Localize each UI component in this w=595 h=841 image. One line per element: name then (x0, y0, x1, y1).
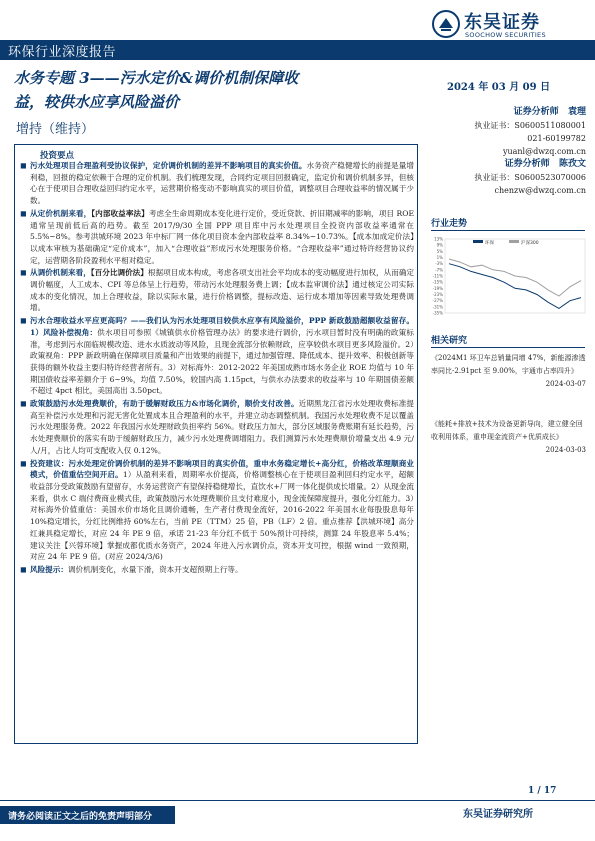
legend-swatch-1 (473, 240, 483, 243)
related-item-title: 《能耗+排放+技术为设备更新导向，建立健全回收利用体系，重申现金流资产+优质成长》 (431, 420, 583, 441)
bullet-icon: ◼ (20, 564, 27, 574)
logo-mark-icon (432, 10, 460, 38)
report-title-line1: 水务专题 3——污水定价&调价机制保障收 (14, 69, 299, 87)
bullet-icon: ◼ (20, 161, 27, 170)
bullet-icon: ◼ (20, 458, 27, 468)
company-logo (432, 8, 592, 42)
y-tick-label: -11% (432, 273, 443, 279)
report-title (14, 66, 434, 114)
key-point: ◼ 投资建议：污水处理定价调价机制的差异不影响项目的真实价值，重申水务稳定增长+高分红，价格改革理顺商业模式，价值重估空间开启。1）从盈利来看，周期率水价提高，价格调整核心在于使项目盈利回归约定水平，超额收益部分受政策鼓励有望留存，水务运营资产有望保持稳健增长，直饮水+厂网一体化提供成长增量。2）从现金流来看，供水 C 端付费商业模式佳，政策鼓励污水处理费顺价且支付难度小，现金流保障度提升，强化分红能力。3）对标海外价值重估：美国水价市场化且调价通畅，生产者付费现金流好，2016-2022 年美国水业每股股息每年 10%稳定增长，分红比例维持 60%左右，当前 PE（TTM）25 倍，PB（LF）2 倍。重点推荐【洪城环境】高分红兼具稳定增长，对应 24 年 PE 9 倍，承诺 21-23 年分红不低于 50%预计可持续，测算 24 年股息率 5.4%；建议关注【兴蓉环境】掌握成都优质水务资产，2024 年进入污水调价点，资本开支可控，根据 wind 一致预期，对应 24 年 PE 9 倍。(对应 2024/3/6) (20, 458, 414, 562)
bullet-icon: ◼ (20, 399, 27, 409)
related-title: 相关研究 (431, 336, 468, 346)
disclaimer-text: 请务必阅读正文之后的免责声明部分 (8, 812, 153, 822)
analyst-block-1 (436, 106, 586, 158)
analyst-title: 证券分析师 陈孜文 (504, 159, 586, 169)
disclaimer-band[interactable] (0, 806, 175, 824)
divider (431, 347, 585, 348)
analyst-email[interactable]: yuanl@dwzq.com.cn (502, 147, 586, 156)
y-tick-label: 5% (436, 248, 443, 254)
y-tick-label: -19% (432, 285, 443, 291)
related-item-title: 《2024M1 环卫车总销量同增 47%，新能源渗透率同比-2.91pct 至 9.00%，宇通市占率四升》 (431, 354, 586, 375)
y-tick-label: 1% (436, 255, 443, 260)
y-tick-label: -3% (435, 261, 443, 267)
analyst-cert: 执业证书：S0600511080001 (474, 121, 586, 130)
key-points-content (20, 160, 414, 577)
key-point: ◼ 政策鼓励污水处理费顺价，有助于缓解财政压力&市场化调价，顺价支付改善。近期黑龙江省污水处理收费标准提高至补偿污水处理和污泥无害化处置成本且合理盈利的水平，并建立动态调整机制。我国污水处理收费不足以覆盖污水处理服务费。2022 年我国污水处理财政负担率约 56%。财政压力加大，部分区域服务费账期有延长趋势，污水处理费顺价的落实有助于缓解财政压力，减少污水处理费调增阻力。我们测算污水处理费顺价增量支出 4.9 元/人/月，占比人均可支配收入仅 0.12%。 (20, 399, 415, 455)
y-tick-label: 9% (436, 242, 443, 248)
trend-title: 行业走势 (431, 219, 468, 229)
logo-text-en: SOOCHOW SECURITIES (465, 31, 546, 39)
analyst-block-2 (436, 158, 586, 197)
y-tick-label: -15% (432, 279, 443, 285)
rating: 增持（维持） (16, 122, 95, 137)
footer-divider (0, 800, 595, 801)
analyst-cert: 执业证书：S0600523070006 (474, 173, 586, 182)
key-points-heading: 投资要点 (40, 151, 75, 161)
series-line-1 (449, 264, 581, 309)
analyst-email[interactable]: chenzw@dwzq.com.cn (494, 186, 586, 195)
y-tick-label: -27% (432, 298, 443, 304)
related-item-date: 2024-03-07 (545, 380, 586, 388)
report-category-band (0, 40, 595, 60)
analyst-title: 证券分析师 袁理 (513, 107, 586, 117)
y-tick-label: 13% (434, 237, 443, 242)
legend-swatch-2 (509, 240, 519, 243)
y-tick-label: -31% (432, 304, 443, 310)
legend-label-1: 环保 (485, 241, 494, 246)
y-tick-label: -35% (432, 310, 443, 316)
related-item[interactable] (431, 352, 586, 391)
report-category-label: 环保行业深度报告 (8, 45, 117, 60)
logo-text-cn: 东吴证券 (464, 12, 540, 33)
legend-label-2: 沪深300 (521, 241, 539, 246)
bullet-icon: ◼ (20, 208, 27, 218)
firm-name: 东吴证券研究所 (463, 809, 533, 820)
y-tick-label: -7% (435, 267, 443, 273)
bullet-icon: ◼ (20, 268, 27, 278)
related-item-date: 2024-03-03 (545, 446, 586, 454)
key-point: ◼ 风险提示：调价机制变化，水量下滑，资本开支超预期上行等。 (20, 564, 243, 574)
analyst-phone: 021-60199782 (527, 134, 586, 143)
divider (431, 230, 585, 231)
key-point: ◼ 从定价机制来看，【内部收益率法】考虑全生命周期成本变化进行定价，受近贷款、折旧期减率的影响，项目 ROE 通常呈现前低后高的趋势。截至 2017/9/30 全国 PPP 项目库中污水处理项目全投资内部收益率通常在 5.5%~8%。参考洪城环境 2023 年中标厂网一体化项目资本金内部收益率 8.34%~10.73%。【成本加成定价法】以成本审核为基础确定“定价成本”，加入“合理收益”形成污水处理服务价格。“合理收益率”通过特许经营协议约定，运营期各阶段盈利水平相对稳定。 (20, 208, 415, 265)
trend-chart (431, 237, 586, 319)
report-title-line2: 益，较供水应享风险溢价 (14, 93, 180, 111)
page-number: 1 / 17 (528, 786, 557, 796)
bullet-icon: ◼ (20, 316, 27, 326)
key-point: ◼ 从调价机制来看，【百分比调价法】根据项目成本构成，考虑各项支出社会平均成本的变动幅度进行加权，从而确定调价幅度，人工成本、CPI 等总体呈上行趋势，带动污水处理服务费上调；【成本监审调价法】通过核定公司实际成本的变化情况，加上合理收益，除以实际水量，进行价格调整，提标改造、运行成本增加等因素导致处理费调增。 (20, 268, 415, 313)
series-line-2 (449, 259, 581, 296)
report-date: 2024 年 03 月 09 日 (447, 82, 551, 93)
y-tick-label: -23% (432, 292, 443, 297)
key-point: ◼ 污水处理项目合理盈利受协议保护，定价调价机制的差异不影响项目的真实价值。水务资产稳健增长的前提是量增利稳，回报的稳定依赖于合理的定价机制。我们梳理发现，合同约定项目回报确定，监定价和调价机制多异，但核心在于使项目合理收益回归约定水平，运营期价格变动不影响真实的项目价值，调整项目合理收益率的情况属于少数。 (20, 161, 415, 206)
related-item[interactable] (431, 418, 586, 457)
key-point: ◼ 污水合理收益水平应更高吗？——我们认为污水处理项目较供水应享有风险溢价，PPP 新政鼓励超额收益留存。1）风险补偿视角：供水项目可参照《城镇供水价格管理办法》的要求进行调价，污水项目暂时没有明确的政策标准，考虑到污水面临规模改造、进水水质波动等风险，且现金流部分依赖财政，应享较供水项目更多风险溢价。2）政策视角：PPP 新政明确在保障项目质量和产出效果的前提下，通过加强管理、降低成本、提升效率、积极创新等获得的额外收益主要归特许经营者所有。3）对标海外：2012-2022 年美国成熟市场水务企业 ROE 均值与 10 年期国债收益率差额介于 6~9%，均值 7.50%，较国内高 1.15pct，与供水办法要求的收益率与 10 年期国债差额不超过 4pct 相比，美国高出 3.50pct。 (20, 316, 414, 396)
